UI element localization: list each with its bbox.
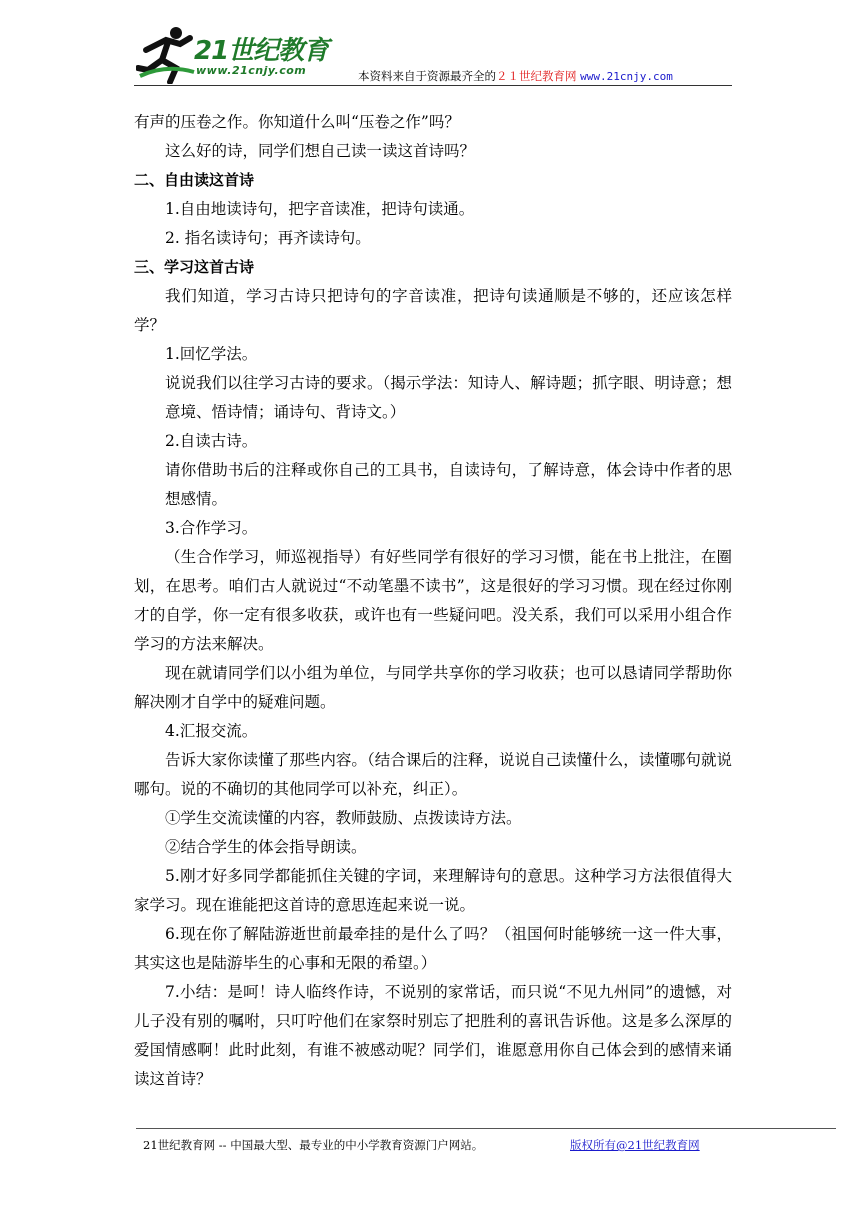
- paragraph: 有声的压卷之作。你知道什么叫“压卷之作”吗？: [134, 113, 460, 131]
- footer-site-text: 21世纪教育网 -- 中国最大型、最专业的中小学教育资源门户网站。: [143, 1138, 484, 1152]
- paragraph: 告诉大家你读懂了那些内容。（结合课后的注释，说说自己读懂什么，读懂哪句就说哪句。说的不确切的其他同学可以补充，纠正）。: [134, 751, 732, 798]
- paragraph: ②结合学生的体会指导朗读。: [165, 838, 367, 856]
- section-heading: 二、自由读这首诗: [134, 171, 255, 189]
- paragraph: ①学生交流读懂的内容，教师鼓励、点拨读诗方法。: [165, 809, 522, 827]
- paragraph: 7.小结：是呵！诗人临终作诗，不说别的家常话，而只说“不见九州同”的遗憾，对儿子没有别的嘱咐，只叮咛他们在家祭时别忘了把胜利的喜讯告诉他。这是多么深厚的爱国情感啊！此时此刻，有谁不被感动呢？同学们，谁愿意用你自己体会到的感情来诵读这首诗？: [134, 983, 732, 1088]
- logo-text: 21世纪教育: [194, 36, 329, 66]
- paragraph: 我们知道，学习古诗只把诗句的字音读准，把诗句读通顺是不够的，还应该怎样学？: [134, 287, 732, 334]
- header-source-note: [358, 68, 673, 84]
- footer-copyright-link[interactable]: 版权所有@21世纪教育网: [570, 1138, 700, 1152]
- header-note-url[interactable]: www.21cnjy.com: [580, 70, 673, 83]
- footer-divider: [136, 1128, 836, 1129]
- paragraph: 现在就请同学们以小组为单位，与同学共享你的学习收获；也可以恳请同学帮助你解决刚才自学中的疑难问题。: [134, 664, 732, 711]
- paragraph: 说说我们以往学习古诗的要求。（揭示学法：知诗人、解诗题；抓字眼、明诗意；想意境、悟诗情；诵诗句、背诗文。）: [165, 374, 732, 421]
- paragraph: 3.合作学习。: [165, 519, 258, 537]
- header-note-prefix: 本资料来自于资源最齐全的: [358, 69, 496, 83]
- paragraph: 这么好的诗，同学们想自己读一读这首诗吗？: [165, 142, 476, 160]
- document-body: [134, 108, 732, 1094]
- paragraph: 请你借助书后的注释或你自己的工具书，自读诗句，了解诗意，体会诗中作者的思想感情。: [165, 461, 732, 508]
- paragraph: 4.汇报交流。: [165, 722, 258, 740]
- section-heading: 三、学习这首古诗: [134, 258, 255, 276]
- paragraph: 2. 指名读诗句；再齐读诗句。: [165, 229, 371, 247]
- paragraph: 5.刚才好多同学都能抓住关键的字词，来理解诗句的意思。这种学习方法很值得大家学习。现在谁能把这首诗的意思连起来说一说。: [134, 867, 732, 914]
- paragraph: 2.自读古诗。: [165, 432, 258, 450]
- logo-url: www.21cnjy.com: [196, 64, 307, 77]
- runner-logo-icon: [136, 24, 198, 84]
- header-note-brand: ２１世纪教育网: [496, 69, 577, 83]
- paragraph: 6.现在你了解陆游逝世前最牵挂的是什么了吗？（祖国何时能够统一这一件大事，其实这也是陆游毕生的心事和无限的希望。）: [134, 925, 732, 972]
- paragraph: （生合作学习，师巡视指导）有好些同学有很好的学习习惯，能在书上批注，在圈划，在思考。咱们古人就说过“不动笔墨不读书”，这是很好的学习习惯。现在经过你刚才的自学，你一定有很多收获，或许也有一些疑问吧。没关系，我们可以采用小组合作学习的方法来解决。: [134, 548, 732, 653]
- paragraph: 1.自由地读诗句，把字音读准，把诗句读通。: [165, 200, 475, 218]
- site-logo: [136, 24, 336, 86]
- header-divider: [134, 85, 732, 86]
- paragraph: 1.回忆学法。: [165, 345, 258, 363]
